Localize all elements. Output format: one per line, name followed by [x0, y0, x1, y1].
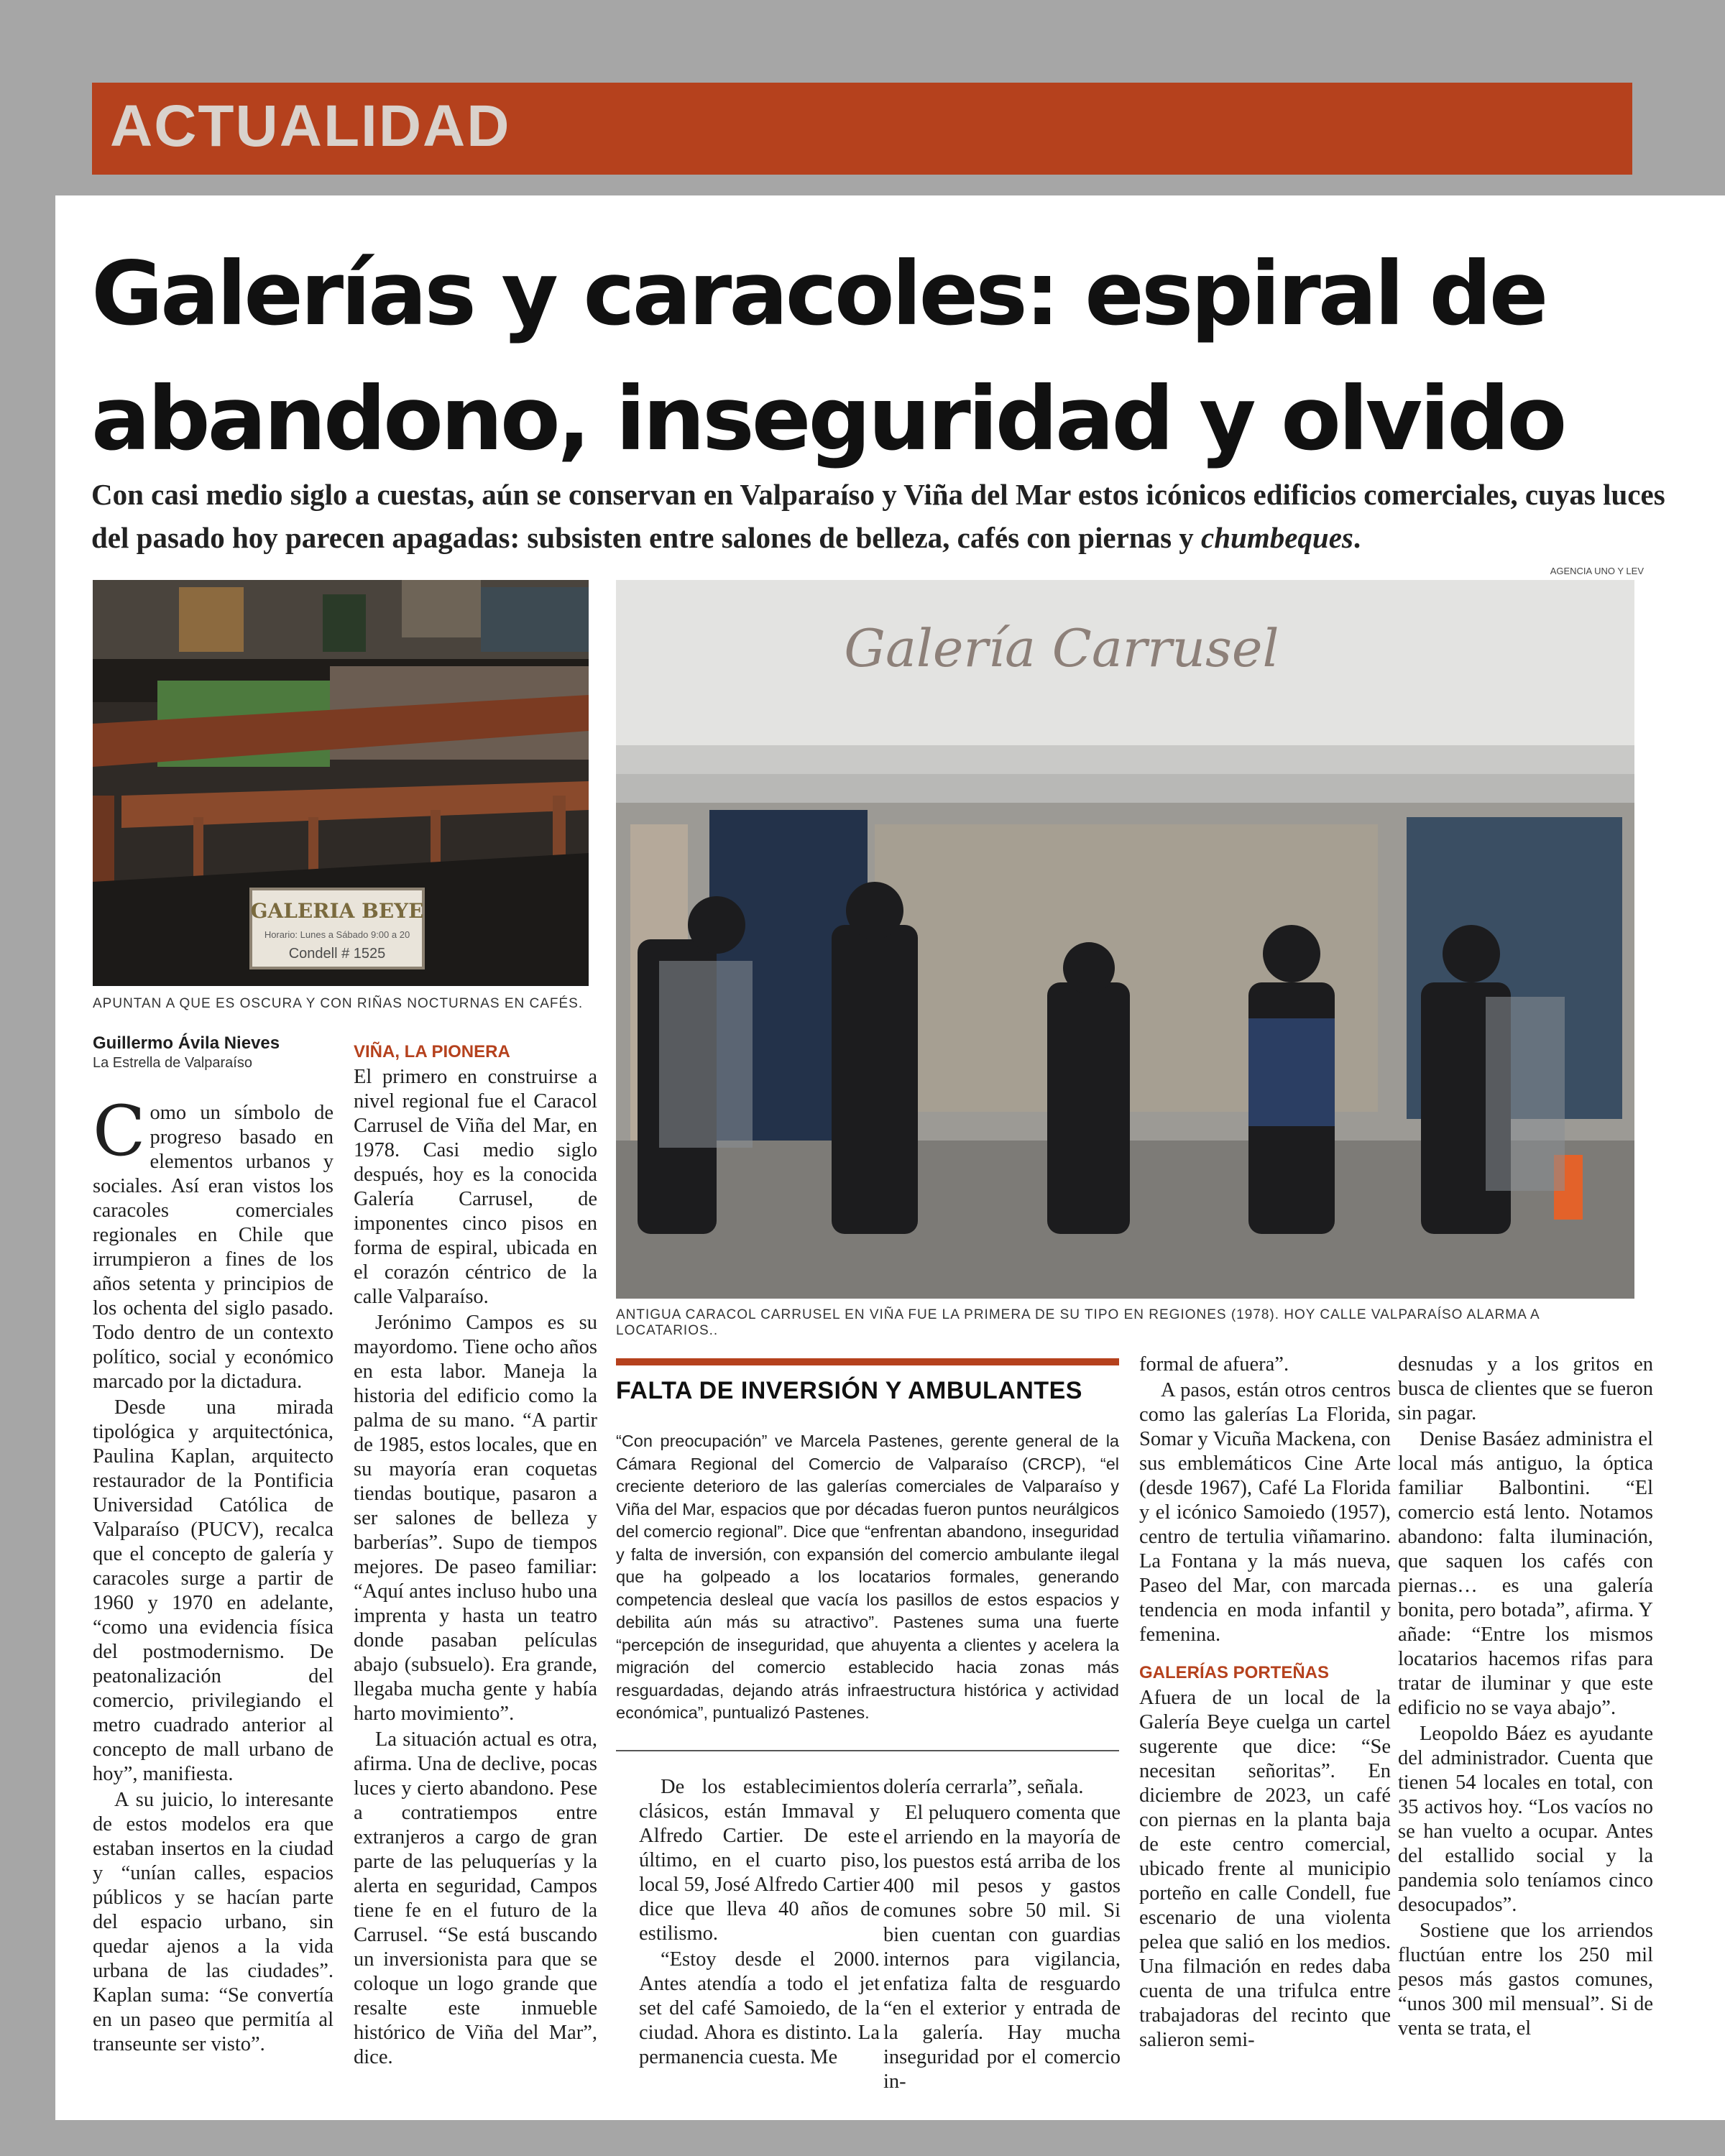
photo-galeria-carrusel-illustration — [616, 580, 1634, 1299]
article-column-7 — [1398, 1353, 1653, 2042]
paragraph: A pasos, están otros centros como las galerías La Florida, Somar y Vicuña Mackena, con sus emblemáticos Cine Arte (desde 1967), Café La Florida y el icónico Samoiedo (1957), centro de tertulia viñamarino. La Fontana y la más nueva, Paseo del Mar, con marcada tendencia en moda infantil y femenina. — [1139, 1379, 1391, 1646]
newspaper-page — [55, 195, 1725, 2120]
paragraph: desnudas y a los gritos en busca de clientes que se fueron sin pagar. — [1398, 1353, 1653, 1424]
article-column-2 — [354, 1042, 597, 2071]
caption-main-photo: ANTIGUA CARACOL CARRUSEL EN VIÑA FUE LA PRIMERA DE SU TIPO EN REGIONES (1978). HOY CALLE VALPARAÍSO ALARMA A LOCATARIOS.. — [616, 1307, 1540, 1338]
caption-left-photo: APUNTAN A QUE ES OSCURA Y CON RIÑAS NOCTURNAS EN CAFÉS. — [93, 996, 584, 1011]
sign-address: Condell # 1525 — [288, 946, 386, 962]
sidebar-text: “Con preocupación” ve Marcela Pastenes, gerente general de la Cámara Regional del Comercio de Valparaíso (CRCP), “el creciente deterioro de las galerías comerciales de Valparaíso y Viña del Mar, espacios que por décadas fueron puntos neurálgicos del comercio regional”. Dice que “enfrentan abandono, inseguridad y falta de inversión, con expansión del comercio ambulante ilegal que ha golpeado a los locatarios formales, generando competencia desleal que vacía los pasillos de estos espacios y debilita aún más su atractivo”. Pastenes suma una fuerte “percepción de inseguridad, que ahuyenta a clientes y acelera la migración del comercio establecido hacia zonas más resguardadas, dejando atrás infraestructura histórica y actividad económica”, puntualizó Pastenes. — [616, 1432, 1119, 1722]
subhead-vina-la-pionera: VIÑA, LA PIONERA — [354, 1042, 510, 1061]
article-column-4 — [639, 1775, 880, 2071]
sign-galeria-beye: GALERIA BEYE — [250, 899, 424, 923]
headline-line-1: Galerías y caracoles: espiral de — [91, 243, 1546, 345]
drop-cap: C — [93, 1091, 146, 1171]
paragraph: “Estoy desde el 2000. Antes atendía a todo el jet set del café Samoiedo, de la ciudad. Ahora es distinto. La permanencia cuesta. Me — [639, 1948, 880, 2068]
paragraph — [93, 1091, 334, 1394]
headline-line-2: abandono, inseguridad y olvido — [91, 368, 1565, 470]
paragraph: Afuera de un local de la Galería Beye cuelga un cartel sugerente que dice: “Se necesitan señoritas”. En diciembre de 2023, un café con piernas en la planta baja de este centro comercial, ubicado frente al municipio porteño en calle Condell, fue escenario de una violenta pelea que salió en los medios. Una filmación en redes daba cuenta de una trifulca entre trabajadoras del recinto que salieron semi- — [1139, 1687, 1391, 2051]
article-column-1 — [93, 1091, 334, 2058]
lede-italic: chumbeques — [1201, 521, 1353, 554]
photo-galeria-carrusel — [616, 580, 1634, 1299]
paragraph: El primero en construirse a nivel regional fue el Caracol Carrusel de Viña del Mar, en 1978. Casi medio siglo después, hoy es la conocida Galería Carrusel, de imponentes cinco pisos en forma de espiral, ubicada en el corazón céntrico de la calle Valparaíso. — [354, 1066, 597, 1308]
lede — [91, 473, 1687, 559]
paragraph: Jerónimo Campos es su mayordomo. Tiene ocho años en esta labor. Maneja la historia del edificio como la palma de su mano. “A partir de 1985, estos locales, que en su mayoría eran coquetas tiendas boutique, pasaron a ser salones de belleza y barberías”. Supo de tiempos mejores. De paseo familiar: “Aquí antes incluso hubo una imprenta y hasta un teatro donde pasaban películas abajo (subsuelo). Era grande, llegaba mucha gente y había harto movimiento”. — [354, 1312, 597, 1725]
photo-galeria-beye — [93, 580, 589, 986]
lede-text: Con casi medio siglo a cuestas, aún se conservan en Valparaíso y Viña del Mar estos icónicos edificios comerciales, cuyas luces del pasado hoy parecen apagadas: subsisten entre salones de belleza, cafés con piernas y — [91, 478, 1665, 554]
section-bar — [92, 83, 1632, 175]
paragraph: formal de afuera”. — [1139, 1353, 1289, 1376]
sidebar-bottom-rule — [616, 1750, 1119, 1751]
byline-publication: La Estrella de Valparaíso — [93, 1055, 252, 1071]
paragraph: Leopoldo Báez es ayudante del administrador. Cuenta que tienen 54 locales en total, con 35 activos hoy. “Los vacíos no se han vuelto a ocupar. Antes del estallido social y la pandemia solo teníamos cinco desocupados”. — [1398, 1723, 1653, 1916]
sidebar-title: FALTA DE INVERSIÓN Y AMBULANTES — [616, 1377, 1082, 1404]
sidebar-rule — [616, 1358, 1119, 1365]
sign-galeria-carrusel: Galería Carrusel — [844, 618, 1279, 678]
headline — [91, 231, 1708, 482]
paragraph-text: omo un símbolo de progreso basado en elementos urbanos y sociales. Así eran vistos los caracoles comerciales regionales en Chile que irrumpieron a fines de los años setenta y principios de los ochenta del siglo pasado. Todo dentro de un contexto político, social y económico marcado por la dictadura. — [93, 1102, 334, 1393]
paragraph: El peluquero comenta que el arriendo en la mayoría de los puestos está arriba de los 400 mil pesos y gastos comunes sobre 50 mil. Si bien cuentan con guardias internos para vigilancia, enfatiza falta de resguardo “en el exterior y entrada de la galería. Hay mucha inseguridad por el comercio in- — [883, 1802, 1121, 2093]
byline-author: Guillermo Ávila Nieves — [93, 1033, 280, 1053]
paragraph: A su juicio, lo interesante de estos modelos era que estaban insertos en la ciudad y “unían calles, espacios públicos y se hacían parte del espacio urbano, sin quedar ajenos a la vida urbana de las ciudades”. Kaplan suma: “Se convertía en un paseo que permitía al transeunte ser visto”. — [93, 1789, 334, 2055]
article-column-5 — [883, 1775, 1121, 2096]
paragraph: Denise Basáez administra el local más antiguo, la óptica familiar Balbontini. “El comercio está lento. Notamos abandono: falta iluminación, que saquen los cafés con piernas… es una galería bonita, pero botada”, afirma. Y añade: “Entre los mismos locatarios hacemos rifas para tratar de iluminar y que este edificio no se vaya abajo”. — [1398, 1428, 1653, 1719]
photo-credit: AGENCIA UNO Y LEV — [1550, 566, 1644, 576]
subhead-galerias-portenas: GALERÍAS PORTEÑAS — [1139, 1663, 1330, 1682]
lede-end: . — [1353, 521, 1361, 554]
section-label: ACTUALIDAD — [110, 93, 511, 159]
paragraph: La situación actual es otra, afirma. Una de declive, pocas luces y cierto abandono. Pese a contratiempos entre extranjeros a cargo de gran parte de las peluquerías y la alerta en seguridad, Campos tiene fe en el futuro de la Carrusel. “Se está buscando un inversionista para que se coloque un logo grande que resalte este inmueble histórico de Viña del Mar”, dice. — [354, 1728, 597, 2068]
paragraph: Sostiene que los arriendos fluctúan entre los 250 mil pesos más gastos comunes, “unos 300 mil mensual”. Si de venta se trata, el — [1398, 1920, 1653, 2040]
photo-galeria-beye-illustration — [93, 580, 589, 986]
article-column-6 — [1139, 1353, 1391, 2054]
paragraph: Desde una mirada tipológica y arquitectónica, Paulina Kaplan, arquitecto restaurador de la Pontificia Universidad Católica de Valparaíso (PUCV), recalca que el concepto de galería y caracoles surge a partir de 1960 y 1970 en adelante, “como una evidencia física del postmodernismo. De peatonalización del comercio, privilegiando el metro cuadrado anterior al concepto de mall urbano de hoy”, manifiesta. — [93, 1396, 334, 1785]
sign-hours: Horario: Lunes a Sábado 9:00 a 20 — [264, 929, 410, 940]
paragraph: De los establecimientos clásicos, están Immaval y Alfredo Cartier. De este último, en el cuarto piso, local 59, José Alfredo Cartier dice que lleva 40 años de estilismo. — [639, 1776, 880, 1945]
paragraph: dolería cerrarla”, señala. — [883, 1776, 1084, 1798]
